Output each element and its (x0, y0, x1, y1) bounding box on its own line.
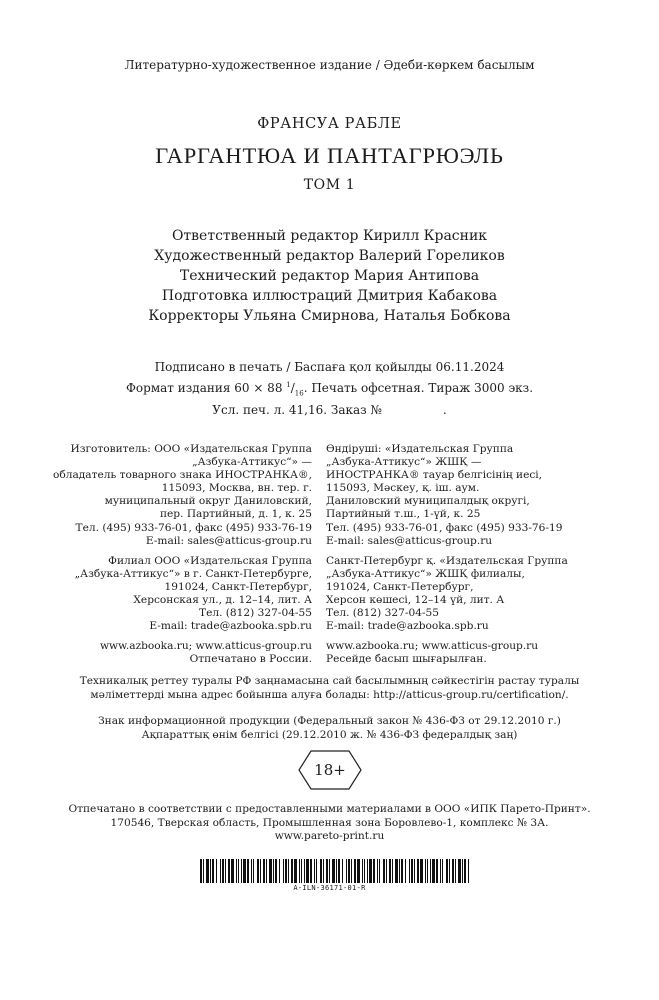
barcode-bar (351, 859, 352, 883)
barcode-bar (316, 859, 317, 883)
barcode-bar (362, 859, 363, 883)
info-line: пер. Партийный, д. 1, к. 25 (159, 508, 312, 521)
info-line: ИНОСТРАНКА® тауар белгісінің иесі, (326, 469, 543, 482)
barcode-bar (210, 859, 211, 883)
barcode-bar (222, 859, 224, 883)
websites-block (53, 640, 312, 666)
barcode-bar (269, 859, 272, 883)
barcode-bar (342, 859, 343, 883)
publisher-info-russian (53, 443, 312, 674)
barcode-bar (369, 859, 372, 883)
print-info (0, 359, 659, 420)
barcode-bar (425, 859, 426, 883)
barcode-bar (367, 859, 368, 883)
barcode-bar (427, 859, 428, 883)
barcode-bar (314, 859, 315, 883)
barcode-bar (440, 859, 441, 883)
info-line: www.azbooka.ru; www.atticus-group.ru (326, 640, 539, 653)
barcode-bar (275, 859, 277, 883)
barcode-bar (462, 859, 463, 883)
barcode-bar (468, 859, 469, 883)
barcode-bar (329, 859, 330, 883)
note-line: Техникалық реттеу туралы РФ заңнамасына сай басылымның сәйкестігін растау туралы (79, 675, 580, 687)
barcode-bar (395, 859, 398, 883)
barcode-bar (414, 859, 415, 883)
info-line: Тел. (495) 933-76-01, факс (495) 933-76-19 (75, 521, 312, 534)
barcode-bar (377, 859, 378, 883)
barcode-bar (320, 859, 322, 883)
barcode-bar (203, 859, 204, 883)
barcode-bar (446, 859, 448, 883)
credit-line: Ответственный редактор Кирилл Красник (171, 228, 488, 244)
branch-block (326, 555, 568, 634)
barcode-bar (306, 859, 309, 883)
info-line: Тел. (812) 327-04-55 (199, 607, 312, 620)
info-line: E-mail: trade@azbooka.spb.ru (149, 620, 312, 633)
info-line: 115093, Мәскеу, қ. іш. аум. (326, 482, 480, 495)
barcode-bar (389, 859, 391, 883)
barcode-bar (273, 859, 274, 883)
info-line: Отпечатано в России. (189, 653, 312, 666)
info-line: „Азбука-Аттикус“» ЖШҚ филиалы, (326, 567, 525, 580)
info-line: Тел. (812) 327-04-55 (326, 607, 439, 620)
barcode-bar (401, 859, 403, 883)
barcode-bar (266, 859, 267, 883)
barcode-bar (405, 859, 406, 883)
credit-line: Подготовка иллюстраций Дмитрия Кабакова (161, 288, 498, 304)
barcode-icon (200, 859, 470, 883)
age-rating-text: 18+ (314, 761, 346, 779)
book-title: ГАРГАНТЮА И ПАНТАГРЮЭЛЬ (155, 143, 504, 168)
info-line: Өндіруші: «Издательская Группа (326, 443, 514, 455)
barcode-bar (291, 859, 293, 883)
info-line: Ресейде басып шығарылған. (326, 653, 487, 666)
publication-type: Литературно-художественное издание / Әдеби-көркем басылым (124, 58, 535, 72)
barcode-bar (288, 859, 289, 883)
barcode-bar (247, 859, 249, 883)
info-line: Херсон көшесі, 12–14 үй, лит. А (326, 594, 505, 607)
barcode-bar (392, 859, 393, 883)
barcode-number: A-ILN-36171-01-R (293, 884, 366, 892)
format-line: Формат издания 60 × 88 $^1/_{16}$. Печать офсетная. Тираж 3000 экз. (125, 380, 534, 397)
barcode-bar (373, 859, 375, 883)
barcode-bar (257, 859, 259, 883)
printer-line: 170546, Тверская область, Промышленная зона Боровлево-1, комплекс № 3А. (110, 816, 549, 829)
barcode-bar (417, 859, 419, 883)
barcode-bar (383, 859, 385, 883)
author-name: ФРАНСУА РАБЛЕ (257, 116, 402, 132)
info-line: Тел. (495) 933-76-01, факс (495) 933-76-19 (326, 521, 563, 534)
volume-label: ТОМ 1 (303, 177, 356, 193)
barcode-bar (379, 859, 380, 883)
barcode-bar (243, 859, 246, 883)
printer-line: Отпечатано в соответствии с предоставленными материалами в ООО «ИПК Парето-Принт». (68, 803, 591, 815)
info-product-sign (0, 715, 659, 742)
info-line: „Азбука-Аттикус“» — (192, 456, 312, 469)
info-line: 191024, Санкт-Петербург, (164, 580, 312, 593)
barcode-bar (285, 859, 287, 883)
barcode-bar (336, 859, 337, 883)
barcode-bar (442, 859, 443, 883)
info-line: Санкт-Петербург қ. «Издательская Группа (326, 554, 568, 567)
tech-regulation-note (0, 675, 659, 702)
info-line: Херсонская ул., д. 12–14, лит. А (133, 594, 312, 607)
info-line: Даниловский муниципалдық округі, (326, 495, 530, 508)
format-prefix: Формат издания 60 × 88 (125, 380, 287, 395)
barcode-bar (220, 859, 221, 883)
barcode-bar (346, 859, 347, 883)
barcode-bar (279, 859, 280, 883)
note-line: мәліметтерді мына адрес бойынша алуға болады: http://atticus-group.ru/certification/. (90, 688, 569, 701)
barcode-bar (430, 859, 431, 883)
barcode-bar (409, 859, 410, 883)
info-line: „Азбука-Аттикус“» ЖШҚ — (326, 456, 482, 469)
info-line: www.azbooka.ru; www.atticus-group.ru (99, 640, 312, 653)
barcode-bar (263, 859, 265, 883)
printer-info (0, 803, 659, 844)
barcode-bar (432, 859, 435, 883)
credit-line: Корректоры Ульяна Смирнова, Наталья Бобкова (148, 308, 511, 324)
info-line: Филиал ООО «Издательская Группа (108, 554, 312, 567)
barcode-bar (364, 859, 365, 883)
barcode-bar (200, 859, 202, 883)
info-line: E-mail: trade@azbooka.spb.ru (326, 620, 489, 633)
credit-line: Технический редактор Мария Антипова (179, 268, 480, 284)
format-denominator: 16 (294, 388, 304, 397)
credit-line: Художественный редактор Валерий Гореликов (154, 248, 505, 264)
info-line: „Азбука-Аттикус“» в г. Санкт-Петербурге, (74, 567, 312, 580)
note-line: Ақпараттық өнім белгісі (29.12.2010 ж. № 436-ФЗ федералдық заң) (141, 728, 518, 741)
barcode-bar (216, 859, 217, 883)
printer-line: www.pareto-print.ru (274, 830, 385, 842)
barcode-bar (464, 859, 466, 883)
barcode-bar (455, 859, 456, 883)
barcode-bar (206, 859, 209, 883)
info-line: 115093, Москва, вн. тер. г. (161, 482, 312, 495)
barcode-bar (449, 859, 450, 883)
barcode-bar (452, 859, 454, 883)
barcode-bar (332, 859, 335, 883)
manufacturer-block (53, 443, 312, 548)
barcode-bar (304, 859, 305, 883)
barcode-bar (294, 859, 297, 883)
barcode-bar (241, 859, 242, 883)
barcode-bar (436, 859, 438, 883)
info-line: 191024, Санкт-Петербург, (326, 580, 474, 593)
manufacturer-block (326, 443, 568, 548)
info-line: Изготовитель: ООО «Издательская Группа (70, 443, 312, 455)
note-line: Знак информационной продукции (Федеральный закон № 436-ФЗ от 29.12.2010 г.) (98, 715, 561, 727)
barcode-bar (301, 859, 302, 883)
publisher-info-kazakh (326, 443, 568, 674)
barcode-bar (458, 859, 461, 883)
barcode-bar (357, 859, 360, 883)
credits-block (0, 226, 659, 326)
barcode-bar (323, 859, 324, 883)
barcode-bar (251, 859, 252, 883)
websites-block (326, 640, 568, 666)
info-line: обладатель товарного знака ИНОСТРАНКА®, (52, 469, 312, 482)
format-numerator: 1 (286, 380, 291, 389)
info-line: муниципальный округ Даниловский, (104, 495, 312, 508)
barcode-bar (411, 859, 413, 883)
barcode-bar (299, 859, 300, 883)
barcode-bar (354, 859, 356, 883)
barcode-bar (420, 859, 423, 883)
format-suffix: . Печать офсетная. Тираж 3000 экз. (303, 380, 534, 395)
barcode-bar (399, 859, 400, 883)
info-line: E-mail: sales@atticus-group.ru (326, 534, 493, 547)
barcode-bar (228, 859, 230, 883)
signed-date: Подписано в печать / Баспаға қол қойылды 06.11.2024 (154, 360, 505, 374)
barcode-bar (348, 859, 350, 883)
barcode-bar (260, 859, 261, 883)
barcode-bar (338, 859, 340, 883)
info-line: E-mail: sales@atticus-group.ru (145, 534, 312, 547)
barcode-bar (386, 859, 387, 883)
barcode-bar (326, 859, 328, 883)
barcode-bar (253, 859, 254, 883)
barcode-bar (225, 859, 226, 883)
sheets-line: Усл. печ. л. 41,16. Заказ № . (212, 403, 447, 418)
age-rating-badge (298, 750, 362, 790)
barcode-bar (283, 859, 284, 883)
barcode-bar (238, 859, 239, 883)
barcode-bar (310, 859, 312, 883)
barcode-bar (231, 859, 234, 883)
barcode-bar (212, 859, 214, 883)
branch-block (53, 555, 312, 634)
info-line: Партийный т.ш., 1-үй, к. 25 (326, 508, 481, 521)
barcode-bar (236, 859, 237, 883)
